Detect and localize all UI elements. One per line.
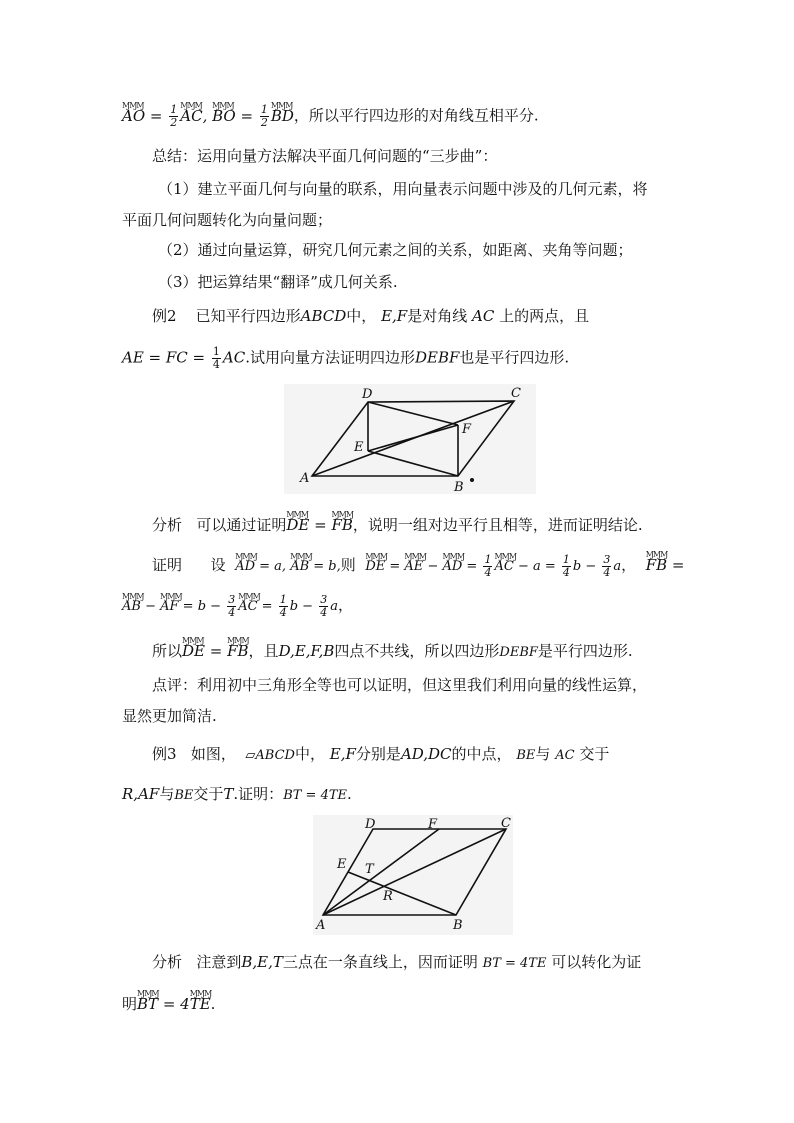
label-F: F bbox=[462, 422, 472, 437]
analysis3-line2: 明ⱮⱮⱮ BT = 4ⱮⱮⱮ TE. bbox=[122, 994, 215, 1014]
summary-step2: （2）通过向量运算，研究几何元素之间的关系，如距离、夹角等问题； bbox=[158, 241, 633, 259]
figure-parallelogram-bt-te bbox=[313, 815, 513, 935]
proof2-line1: 证明 设 ⱮⱮⱮ AD = a, ⱮⱮⱮ AB = b,则 ⱮⱮⱮ DE = ⱮⱮⱮ AE − ⱮⱮⱮ AD = $\frac{1}{4}$ ⱮⱮⱮ AC − a = $\frac{1}{4}$ b − $\frac{3}{4}$ a， ⱮⱮⱮ FB = bbox=[152, 554, 684, 579]
summary-step3: （3）把运算结果“翻译”成几何关系. bbox=[158, 273, 398, 291]
example2-label: 例2 bbox=[152, 307, 177, 325]
label-T: T bbox=[365, 862, 374, 877]
label-D2: D bbox=[365, 817, 376, 832]
proof2-conclusion: 所以ⱮⱮⱮ DE = ⱮⱮⱮ FB，且D,E,F,B四点不共线，所以四边形DEBF是平行四边形. bbox=[152, 641, 633, 663]
comment-line1: 点评：利用初中三角形全等也可以证明，但这里我们利用向量的线性运算， bbox=[152, 676, 648, 694]
analysis2-label: 分析 bbox=[152, 516, 183, 534]
comment-line2: 显然更加简洁. bbox=[122, 707, 217, 725]
label-C2: C bbox=[501, 816, 511, 831]
example2-statement-line1: 例2 已知平行四边形ABCD中， E,F是对角线 AC 上的两点，且 bbox=[152, 307, 590, 325]
label-D: D bbox=[362, 387, 373, 402]
label-C: C bbox=[511, 386, 521, 401]
label-A: A bbox=[300, 471, 310, 486]
label-R: R bbox=[383, 889, 393, 904]
example3-label: 例3 bbox=[152, 745, 177, 763]
label-B: B bbox=[454, 480, 464, 494]
summary-title: 总结：运用向量方法解决平面几何问题的“三步曲”： bbox=[152, 147, 498, 165]
label-B2: B bbox=[453, 918, 463, 933]
proof2-line2: ⱮⱮⱮ AB − ⱮⱮⱮ AF = b − $\frac{3}{4}$ ⱮⱮⱮ AC = $\frac{1}{4}$ b − $\frac{3}{4}$ a， bbox=[122, 594, 353, 619]
label-E: E bbox=[354, 440, 364, 455]
figure-parallelogram-bt-te-svg bbox=[313, 815, 513, 935]
summary-step1-a: （1）建立平面几何与向量的联系，用向量表示问题中涉及的几何元素，将 bbox=[158, 180, 648, 198]
analysis3-line1: 分析 注意到B,E,T三点在一条直线上，因而证明 BT = 4TE 可以转化为证 bbox=[152, 953, 642, 971]
example3-statement-line1: 例3 如图， ▱ABCD中， E,F分别是AD,DC的中点， BE与 AC 交于 bbox=[152, 745, 610, 763]
example2-statement-line2: AE = FC = $\frac{1}{4}$ AC.试用向量方法证明四边形DEBF也是平行四边形. bbox=[122, 345, 570, 371]
proof2-label: 证明 bbox=[152, 556, 183, 574]
label-A2: A bbox=[316, 918, 326, 933]
figure-parallelogram-debf-svg bbox=[284, 384, 536, 494]
label-E2: E bbox=[337, 857, 347, 872]
figure-parallelogram-debf bbox=[284, 384, 536, 494]
example3-statement-line2: R,AF与BE交于T.证明：BT = 4TE. bbox=[122, 785, 352, 803]
parallelogram-diagonal-conclusion: ⱮⱮⱮ AO = $\frac{1}{2}$ ⱮⱮⱮ AC, ⱮⱮⱮ BO = $\frac{1}{2}$ ⱮⱮⱮ BD，所以平行四边形的对角线互相平分. bbox=[122, 104, 539, 129]
analysis3-label: 分析 bbox=[152, 953, 183, 971]
summary-step1-b: 平面几何问题转化为向量问题； bbox=[122, 211, 333, 229]
label-F2: F bbox=[428, 817, 438, 832]
analysis2-line: 分析 可以通过证明ⱮⱮⱮ DE = ⱮⱮⱮ FB，说明一组对边平行且相等，进而证明结论. bbox=[152, 515, 643, 535]
